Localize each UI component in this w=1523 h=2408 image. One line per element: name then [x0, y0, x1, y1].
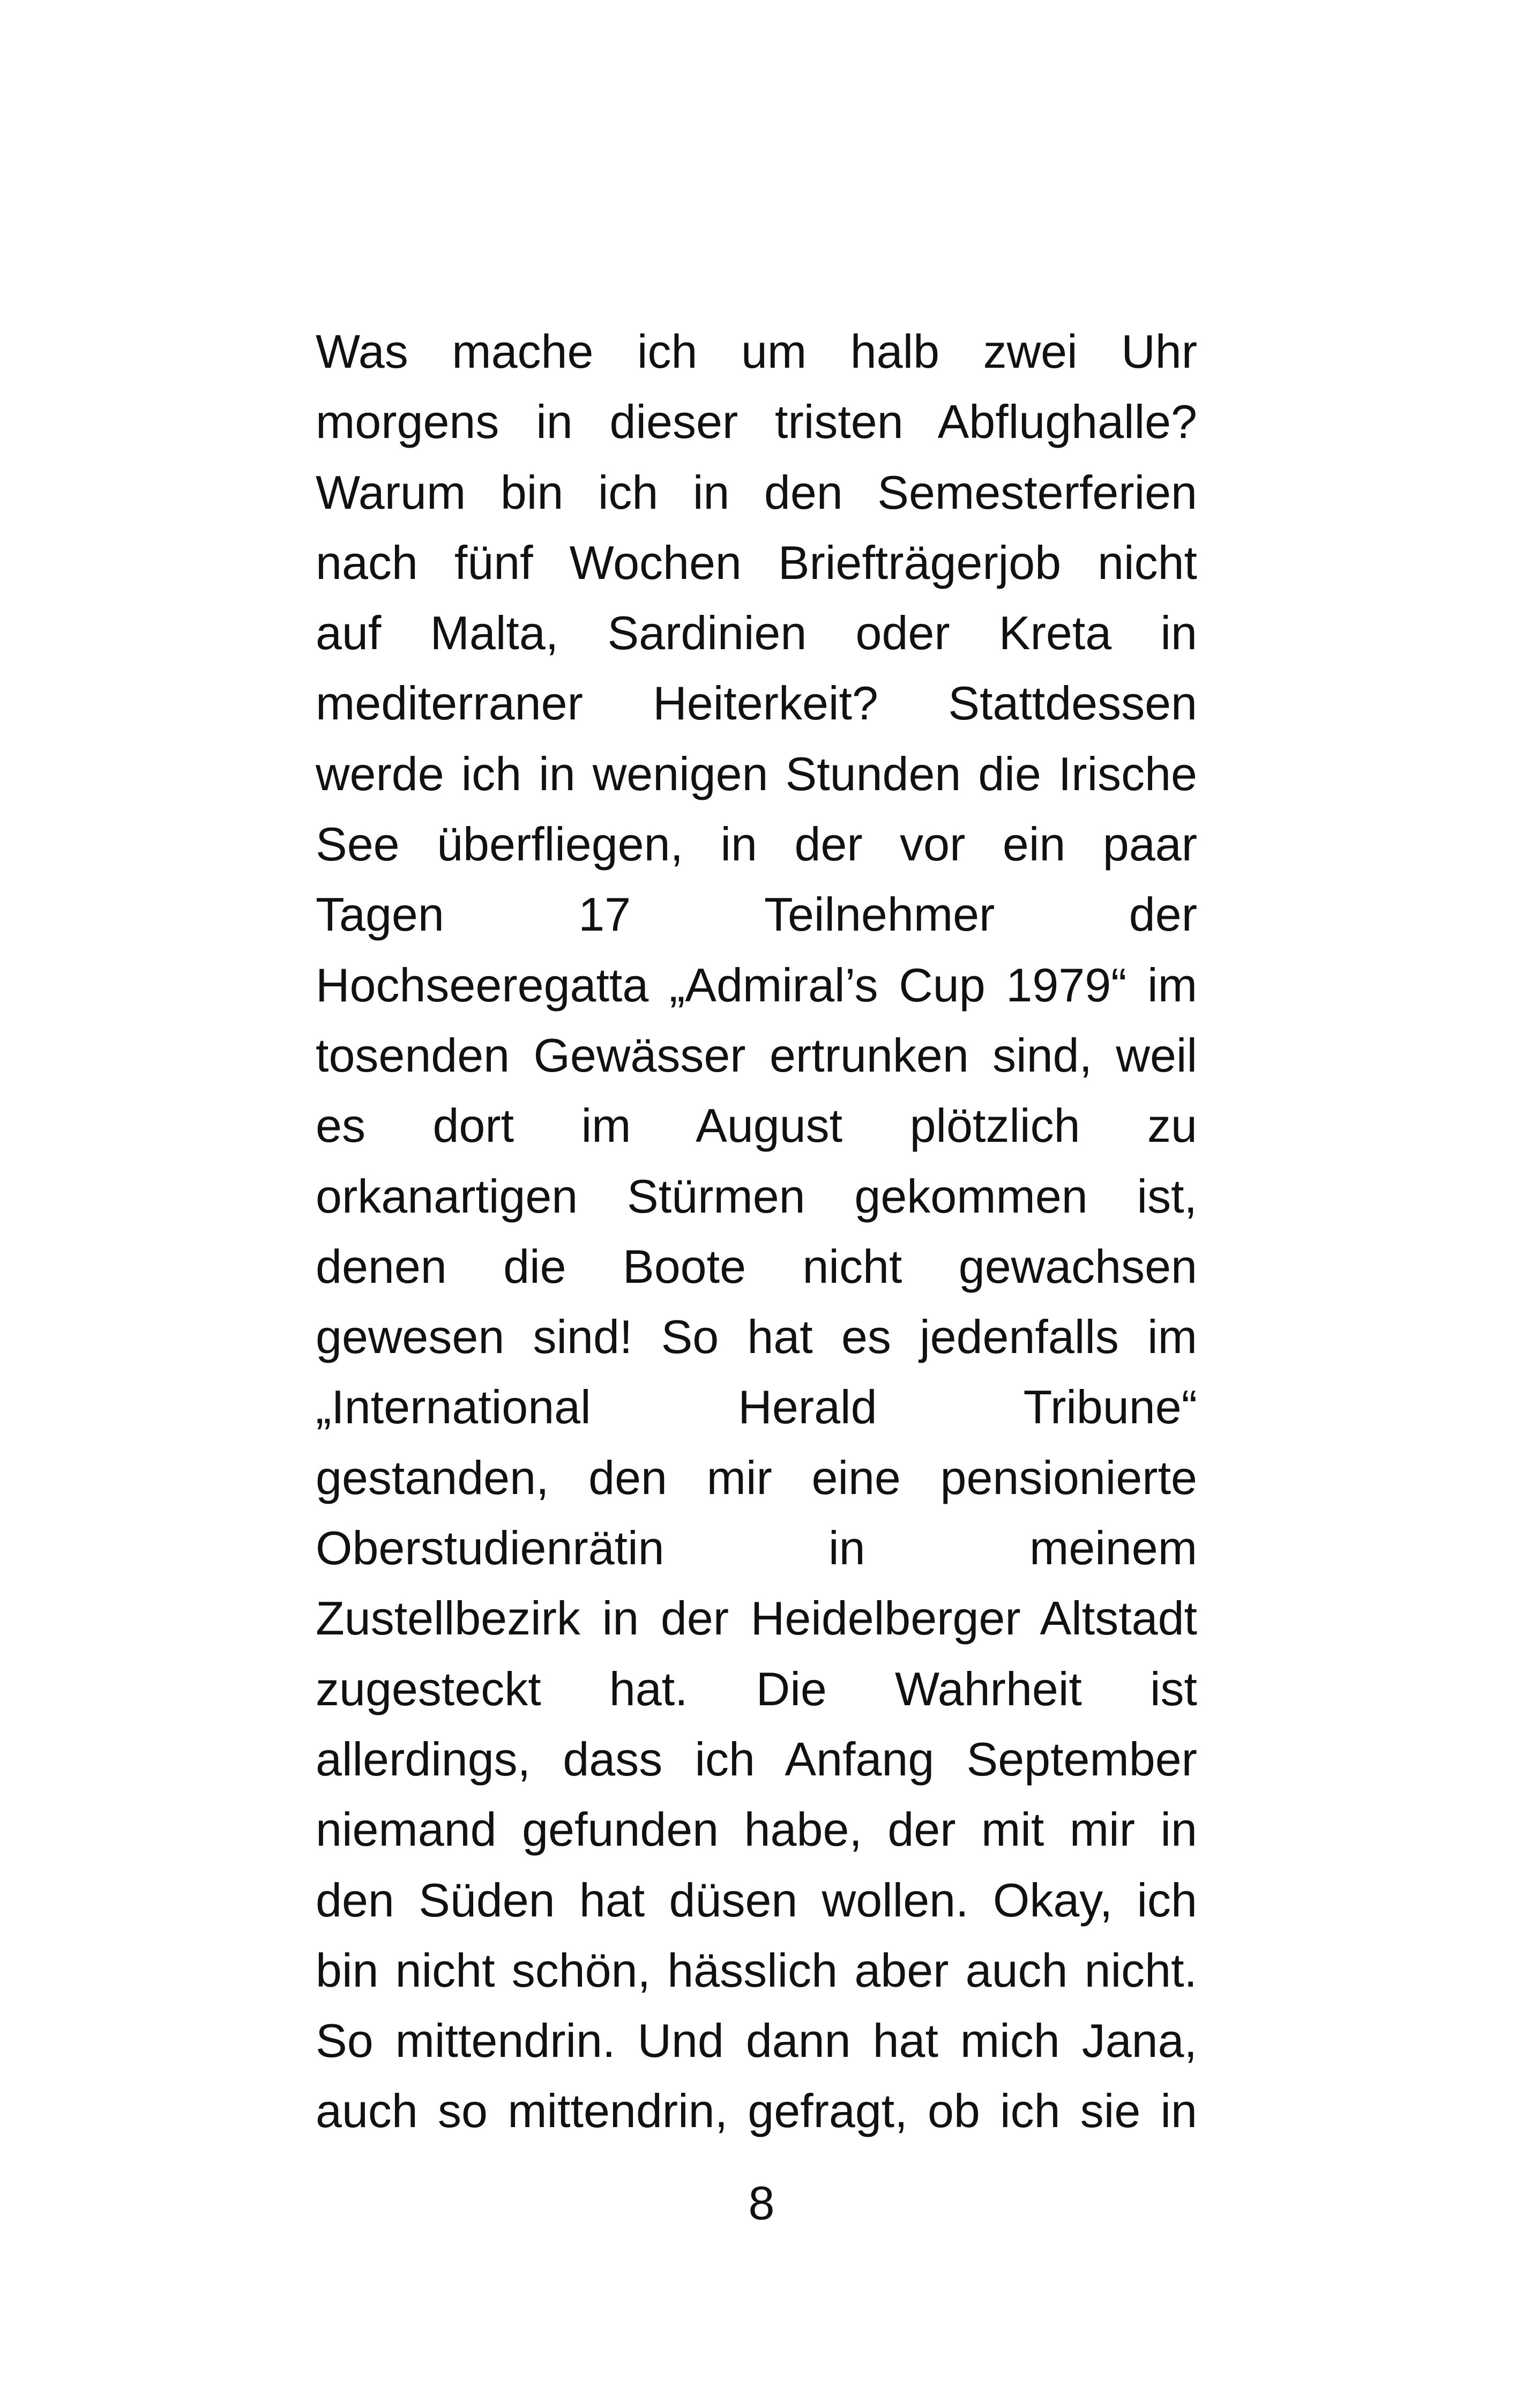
text-line: bin nicht schön, hässlich aber auch nicht.: [316, 1943, 1197, 1997]
text-line: morgens in dieser tristen Abflughalle?: [316, 395, 1197, 449]
text-line: tosenden Gewässer ertrunken sind, weil: [316, 1028, 1197, 1082]
text-line: So mittendrin. Und dann hat mich Jana,: [316, 2014, 1197, 2068]
text-line: gewesen sind! So hat es jedenfalls im: [316, 1310, 1197, 1364]
text-line: „International Herald Tribune“: [316, 1380, 1197, 1434]
text-line: gestanden, den mir eine pensionierte: [316, 1451, 1197, 1504]
text-line: orkanartigen Stürmen gekommen ist,: [316, 1169, 1197, 1223]
page-number: 8: [748, 2176, 775, 2229]
text-line: den Süden hat düsen wollen. Okay, ich: [316, 1873, 1197, 1927]
text-line: zugesteckt hat. Die Wahrheit ist: [316, 1662, 1197, 1715]
text-line: werde ich in wenigen Stunden die Irische: [316, 747, 1197, 800]
text-line: Oberstudienrätin in meinem: [316, 1521, 1197, 1575]
text-line: nach fünf Wochen Briefträgerjob nicht: [316, 536, 1197, 589]
text-line: Zustellbezirk in der Heidelberger Altstadt: [316, 1592, 1197, 1645]
text-line: See überfliegen, in der vor ein paar: [316, 817, 1197, 871]
text-line: allerdings, dass ich Anfang September: [316, 1732, 1197, 1786]
text-line: es dort im August plötzlich zu: [316, 1099, 1197, 1153]
text-line: auch so mittendrin, gefragt, ob ich sie in: [316, 2084, 1197, 2138]
text-line: auf Malta, Sardinien oder Kreta in: [316, 606, 1197, 660]
text-line: Hochseeregatta „Admiral’s Cup 1979“ im: [316, 958, 1197, 1012]
body-text: [316, 316, 1197, 2146]
text-line: mediterraner Heiterkeit? Stattdessen: [316, 677, 1197, 730]
text-line: niemand gefunden habe, der mit mir in: [316, 1803, 1197, 1856]
text-line: denen die Boote nicht gewachsen: [316, 1239, 1197, 1293]
text-line: Tagen 17 Teilnehmer der: [316, 888, 1197, 941]
text-line: Was mache ich um halb zwei Uhr: [316, 325, 1197, 378]
text-line: Warum bin ich in den Semesterferien: [316, 465, 1197, 519]
